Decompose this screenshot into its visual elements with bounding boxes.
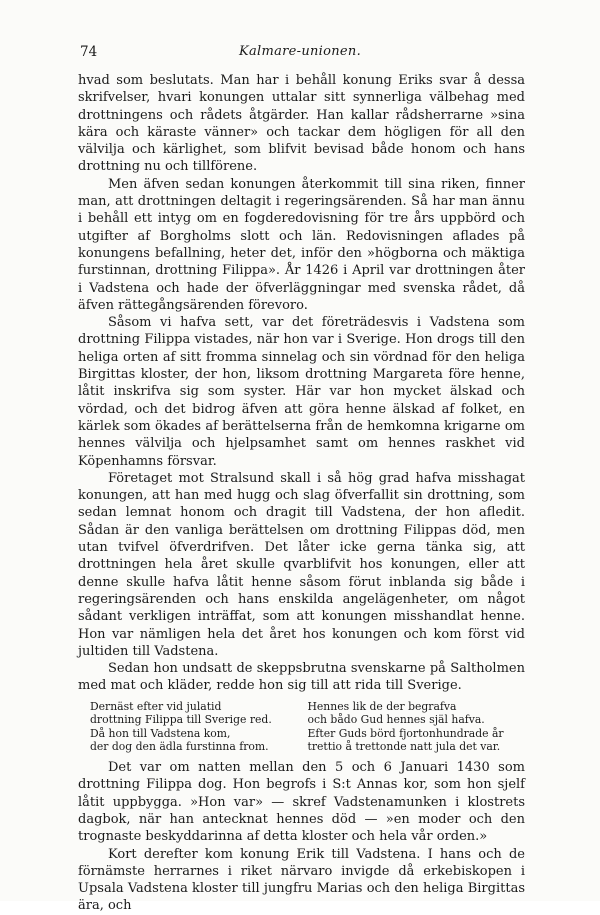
verse-line: drottning Filippa till Sverige red.	[90, 713, 272, 727]
verse-left-column	[78, 700, 308, 754]
paragraph: Det var om natten mellan den 5 och 6 Januari 1430 som drottning Filippa dog. Hon begrofs i S:t Annas kor, som hon sjelf låtit uppbygga. »Hon var» — skref Vadstenamunken i klostrets dagbok, när han antecknat hennes död — »en moder och den trognaste beskyddarinna af detta kloster och hela vår orden.»	[78, 760, 525, 845]
paragraph: Såsom vi hafva sett, var det företrädesvis i Vadstena som drottning Filippa vistades, när hon var i Sverige. Hon drogs till den heliga orten af sitt fromma sinnelag och sin vördnad för den heliga Birgittas kloster, der hon, liksom drottning Margareta före henne, låtit inskrifva sig som syster. Här var hon mycket älskad och vördad, och det bidrog äfven att göra henne älskad af folket, en kärlek som ökades af berättelserna från de hemkomna krigarne om hennes välvilja och hjelpsamhet samt om hennes raskhet vid Köpenhamns försvar.	[78, 315, 525, 469]
verse-line: Hennes lik de der begrafva	[307, 699, 457, 713]
paragraph: Men äfven sedan konungen återkommit till sina riken, finner man, att drottningen deltagit i regeringsärenden. Så har man ännu i behåll ett intyg om en fogderedovisning för tre års uppbörd och utgifter af Borgholms slott och län. Redovisningen aflades på konungens befallning, heter det, inför den »högborna och mäktiga furstinnan, drottning Filippa». År 1426 i April var drottningen åter i Vadstena och hade der öfverläggningar med svenska rådet, då äfven rättegångsärenden förevoro.	[78, 176, 525, 313]
running-title: Kalmare-unionen.	[238, 44, 362, 59]
verse-line: Då hon till Vadstena kom,	[90, 726, 231, 740]
verse-line: der dog den ädla furstinna from.	[90, 740, 269, 754]
page-number: 74	[80, 44, 98, 60]
verse-line: trettio å trettonde natt jula det var.	[307, 740, 501, 754]
paragraph: hvad som beslutats. Man har i behåll konung Eriks svar å dessa skrifvelser, hvari konungen uttalar sitt synnerliga välbehag med drottningens och rådets åtgärder. Han kallar rådsherrarne »sina kära och käraste vänner» och tackar dem högligen för all den välvilja och kärlighet, som blifvit bevisad både honom och hans drottning nu och tillförene.	[78, 73, 525, 175]
paragraph: Företaget mot Stralsund skall i så hög grad hafva misshagat konungen, att han med hugg och slag öfverfallit sin drottning, som sedan lemnat honom och dragit till Vadstena, der hon afledit. Sådan är den vanliga berättelsen om drottning Filippas död, men utan tvifvel öfverdrifven. Det låter icke gerna tänka sig, att drottningen hela året skulle qvarblifvit hos konungen, eller att denne skulle hafva låtit henne såsom förut inblanda sig både i regeringsärenden och hans enskilda angelägenheter, om något sådant verkligen inträffat, som att konungen misshandlat henne. Hon var nämligen hela det året hos konungen och kom först vid jultiden till Vadstena.	[78, 470, 525, 659]
body-text	[78, 72, 525, 915]
paragraph: Sedan hon undsatt de skeppsbrutna svenskarne på Saltholmen med mat och kläder, redde hon sig till att rida till Sverige.	[78, 661, 525, 694]
verse-right-column	[308, 700, 526, 754]
verse-line: Efter Guds börd fjortonhundrade år	[307, 726, 504, 740]
paragraph: Kort derefter kom konung Erik till Vadstena. I hans och de förnämste herrarnes i riket närvaro invigde då erkebiskopen i Upsala Vadstena kloster till jungfru Marias och den heliga Birgittas ära, och	[78, 846, 525, 914]
verse-line: Dernäst efter vid julatid	[90, 699, 222, 713]
verse-line: och bådo Gud hennes själ hafva.	[307, 713, 485, 727]
verse-quotation	[78, 700, 525, 754]
